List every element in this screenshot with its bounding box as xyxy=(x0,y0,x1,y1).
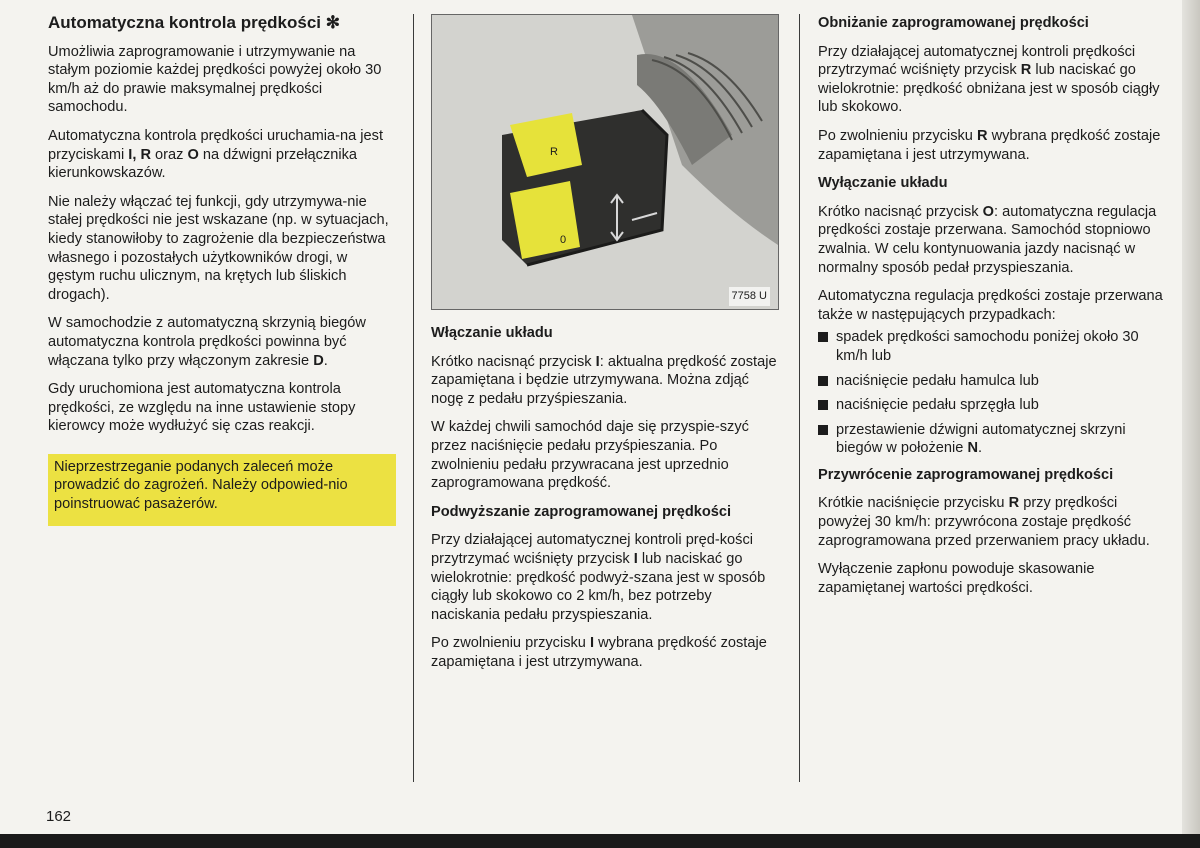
paragraph: W samochodzie z automatyczną skrzynią biegów automatyczna kontrola prędkości powinna być włączana tylko przy włączonym zakresie D. xyxy=(48,315,366,369)
figure-code: 7758 U xyxy=(729,287,770,306)
paragraph: Krótko nacisnąć przycisk O: automatyczna regulacja prędkości zostaje przerwana. Samochód stopniowo zwalnia. W celu kontynuowania jazdy nacisnąć w normalny sposób pedał przyspieszania. xyxy=(818,203,1157,276)
page-edge-shadow xyxy=(1182,0,1200,834)
paragraph: Po zwolnieniu przycisku I wybrana prędkość zostaje zapamiętana i jest utrzymywana. xyxy=(431,635,767,670)
warning-box: Nieprzestrzeganie podanych zaleceń może prowadzić do zagrożeń. Należy odpowied-nio poinstruować pasażerów. xyxy=(48,454,396,526)
paragraph: Wyłączenie zapłonu powoduje skasowanie zapamiętanej wartości prędkości. xyxy=(818,561,1095,596)
svg-text:R: R xyxy=(550,146,558,158)
figure-control-stalk xyxy=(431,14,779,310)
paragraph: Przy działającej automatycznej kontroli prędkości przytrzymać wciśnięty przycisk R lub naciskać go wielokrotnie: prędkość obniżana jest w sposób ciągły lub skokowo. xyxy=(818,43,1160,116)
subheading: Obniżanie zaprogramowanej prędkości xyxy=(818,15,1089,31)
list-item: spadek prędkości samochodu poniżej około 30 km/h lub xyxy=(818,328,1163,365)
paragraph: W każdej chwili samochód daje się przyspie-szyć przez naciśnięcie pedału przyśpieszania. Po zwolnieniu pedału przywracana jest uprzednio zaprogramowana prędkość. xyxy=(431,419,749,492)
column-middle xyxy=(431,14,783,682)
paragraph: Automatyczna regulacja prędkości zostaje przerwana także w następujących przypadkach: xyxy=(818,288,1163,323)
paragraph: Przy działającej automatycznej kontroli pręd-kości przytrzymać wciśnięty przycisk I lub naciskać go wielokrotnie: prędkość podwyż-szana jest w sposób ciągły lub skokowo co 2 km/h, bez potrzeby naciskania pedału przyspieszania. xyxy=(431,532,766,623)
svg-text:0: 0 xyxy=(560,234,567,246)
subheading: Wyłączanie układu xyxy=(818,175,948,192)
subheading: Przywrócenie zaprogramowanej prędkości xyxy=(818,466,1114,483)
paragraph: Automatyczna kontrola prędkości uruchamia-na jest przyciskami I, R oraz O na dźwigni przełącznika kierunkowskazów. xyxy=(48,127,384,182)
scan-bottom-bar xyxy=(0,834,1200,848)
paragraph: Krótko nacisnąć przycisk I: aktualna prędkość zostaje zapamiętana i będzie utrzymywana. Można zdjąć nogę z pedału przyśpieszania. xyxy=(431,353,777,407)
subheading: Podwyższanie zaprogramowanej prędkości xyxy=(431,503,732,520)
column-divider xyxy=(413,14,414,782)
paragraph: Krótkie naciśnięcie przycisku R przy prędkości powyżej 30 km/h: przywrócona zostaje prędkość zaprogramowana przed przerwaniem pracy układu. xyxy=(818,495,1150,549)
column-right xyxy=(818,14,1163,607)
control-stalk-illustration xyxy=(432,15,778,309)
paragraph: Nie należy włączać tej funkcji, gdy utrzymywa-nie stałej prędkości nie jest wskazane (np. w sytuacjach, kiedy stanowiłoby to zagrożenie dla bezpieczeństwa własnego i pozostałych użytkowników drogi, w gęstym ruchu ulicznym, na krętych lub śliskich drogach). xyxy=(48,193,389,303)
paragraph: Gdy uruchomiona jest automatyczna kontrola prędkości, ze względu na inne ustawienie stopy kierowcy może wydłużyć się czas reakcji. xyxy=(48,381,356,435)
section-title: Automatyczna kontrola prędkości ✻ xyxy=(48,13,340,32)
paragraph: Po zwolnieniu przycisku R wybrana prędkość zostaje zapamiętana i jest utrzymywana. xyxy=(818,127,1161,163)
column-left xyxy=(48,14,398,526)
column-divider xyxy=(799,14,800,782)
subheading: Włączanie układu xyxy=(431,325,553,341)
list-item: naciśnięcie pedału sprzęgła lub xyxy=(818,396,1163,415)
paragraph: Umożliwia zaprogramowanie i utrzymywanie na stałym poziomie każdej prędkości powyżej około 30 km/h aż do prawie maksymalnej prędkości samochodu. xyxy=(48,43,382,116)
list-item: naciśnięcie pedału hamulca lub xyxy=(818,372,1163,391)
list-item: przestawienie dźwigni automatycznej skrzyni biegów w położenie N. xyxy=(818,421,1163,458)
page-number: 162 xyxy=(46,808,72,825)
bullet-list xyxy=(818,328,1163,458)
